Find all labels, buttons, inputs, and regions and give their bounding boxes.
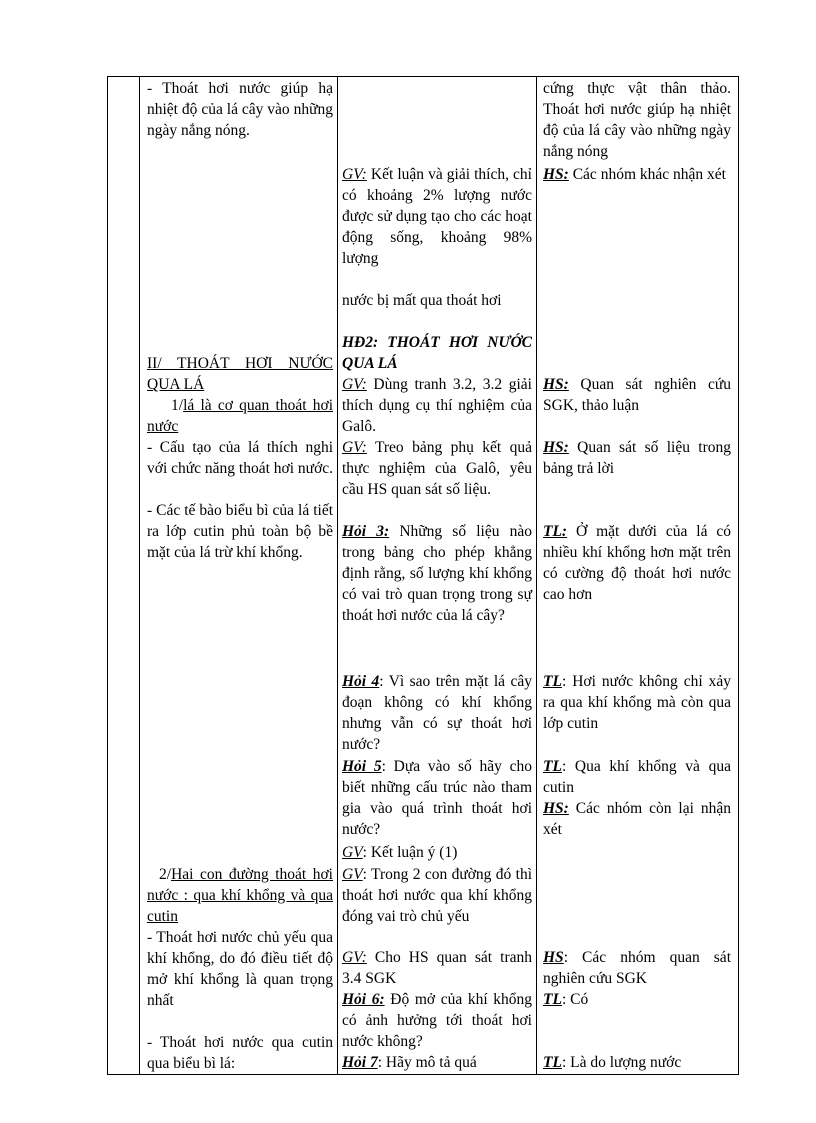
paragraph: - Thoát hơi nước qua cutin qua biểu bì lá: — [147, 1034, 333, 1072]
subsection-title-2: 2/Hai con đường thoát hơi nước : qua khí khổng và qua cutin — [147, 866, 333, 925]
teacher-note: GV: Trong 2 con đường đó thì thoát hơi nước qua khí khổng đóng vai trò chủ yếu — [342, 866, 532, 925]
question: Hỏi 4: Vì sao trên mặt lá cây đoạn không có khí khổng nhưng vẫn có sự thoát hơi nước? — [342, 673, 532, 753]
student-note: HS: Các nhóm khác nhận xét — [543, 166, 726, 183]
question: Hỏi 6: Độ mở của khí khổng có ảnh hưởng tới thoát hơi nước không? — [342, 991, 533, 1050]
column-divider-1 — [139, 76, 140, 1075]
student-note: HS: Các nhóm còn lại nhận xét — [543, 800, 731, 838]
question: Hỏi 3: Những số liệu nào trong bảng cho phép khẳng định rằng, số lượng khí khổng có vai trò quan trọng trong sự thoát hơi nước của lá cây? — [342, 523, 532, 624]
table-border-bottom — [107, 1074, 739, 1075]
student-note: HS: Các nhóm quan sát nghiên cứu SGK — [543, 949, 731, 987]
column-divider-3 — [536, 76, 537, 1075]
teacher-note: GV: Kết luận ý (1) — [342, 844, 458, 861]
paragraph: - Thoát hơi nước giúp hạ nhiệt độ của lá cây vào những ngày nắng nóng. — [147, 80, 333, 139]
teacher-note: GV: Cho HS quan sát tranh 3.4 SGK — [342, 949, 532, 987]
answer: TL: Ở mặt dưới của lá có nhiều khí khổng hơn mặt trên có cường độ thoát hơi nước cao hơn — [543, 523, 731, 603]
table-border-right — [738, 76, 739, 1075]
teacher-note: GV: Treo bảng phụ kết quả thực nghiệm của Galô, yêu cầu HS quan sát số liệu. — [342, 439, 532, 498]
answer: TL: Qua khí khổng và qua cutin — [543, 758, 731, 796]
paragraph: - Thoát hơi nước chủ yếu qua khí khổng, do đó điều tiết độ mở khí khổng là quan trọng nhất — [147, 929, 333, 1009]
student-note: HS: Quan sát nghiên cứu SGK, thảo luận — [543, 376, 731, 414]
answer: TL: Là do lượng nước — [543, 1054, 682, 1071]
column-divider-2 — [337, 76, 338, 1075]
question: Hỏi 7: Hãy mô tả quá — [342, 1054, 477, 1071]
activity-heading: HĐ2: THOÁT HƠI NƯỚC QUA LÁ — [342, 334, 532, 372]
table-border-top — [107, 76, 739, 77]
subsection-title-1: 1/lá là cơ quan thoát hơi nước — [147, 397, 333, 435]
answer: TL: Có — [543, 991, 589, 1008]
teacher-note: GV: Dùng tranh 3.2, 3.2 giải thích dụng cụ thí nghiệm của Galô. — [342, 376, 532, 435]
teacher-note-cont: nước bị mất qua thoát hơi — [342, 292, 502, 309]
answer: TL: Hơi nước không chỉ xảy ra qua khí khổng mà còn qua lớp cutin — [543, 673, 731, 732]
student-answer: cứng thực vật thân thảo. Thoát hơi nước giúp hạ nhiệt độ của lá cây vào những ngày nắng nóng — [543, 80, 731, 160]
teacher-note: GV: Kết luận và giải thích, chỉ có khoảng 2% lượng nước được sử dụng tạo cho các hoạt động sống, khoảng 98% lượng — [342, 166, 532, 267]
table-border-left — [107, 76, 108, 1075]
student-note: HS: Quan sát số liệu trong bảng trả lời — [543, 439, 731, 477]
paragraph: - Cấu tạo của lá thích nghi với chức năng thoát hơi nước. — [147, 439, 334, 477]
section-title: II/ THOÁT HƠI NƯỚC QUA LÁ — [147, 355, 333, 393]
paragraph: - Các tế bào biểu bì của lá tiết ra lớp cutin phủ toàn bộ bề mặt của lá trừ khí khổng. — [147, 502, 333, 561]
question: Hỏi 5: Dựa vào số hãy cho biết những cấu trúc nào tham gia vào quá trình thoát hơi nước? — [342, 758, 532, 838]
